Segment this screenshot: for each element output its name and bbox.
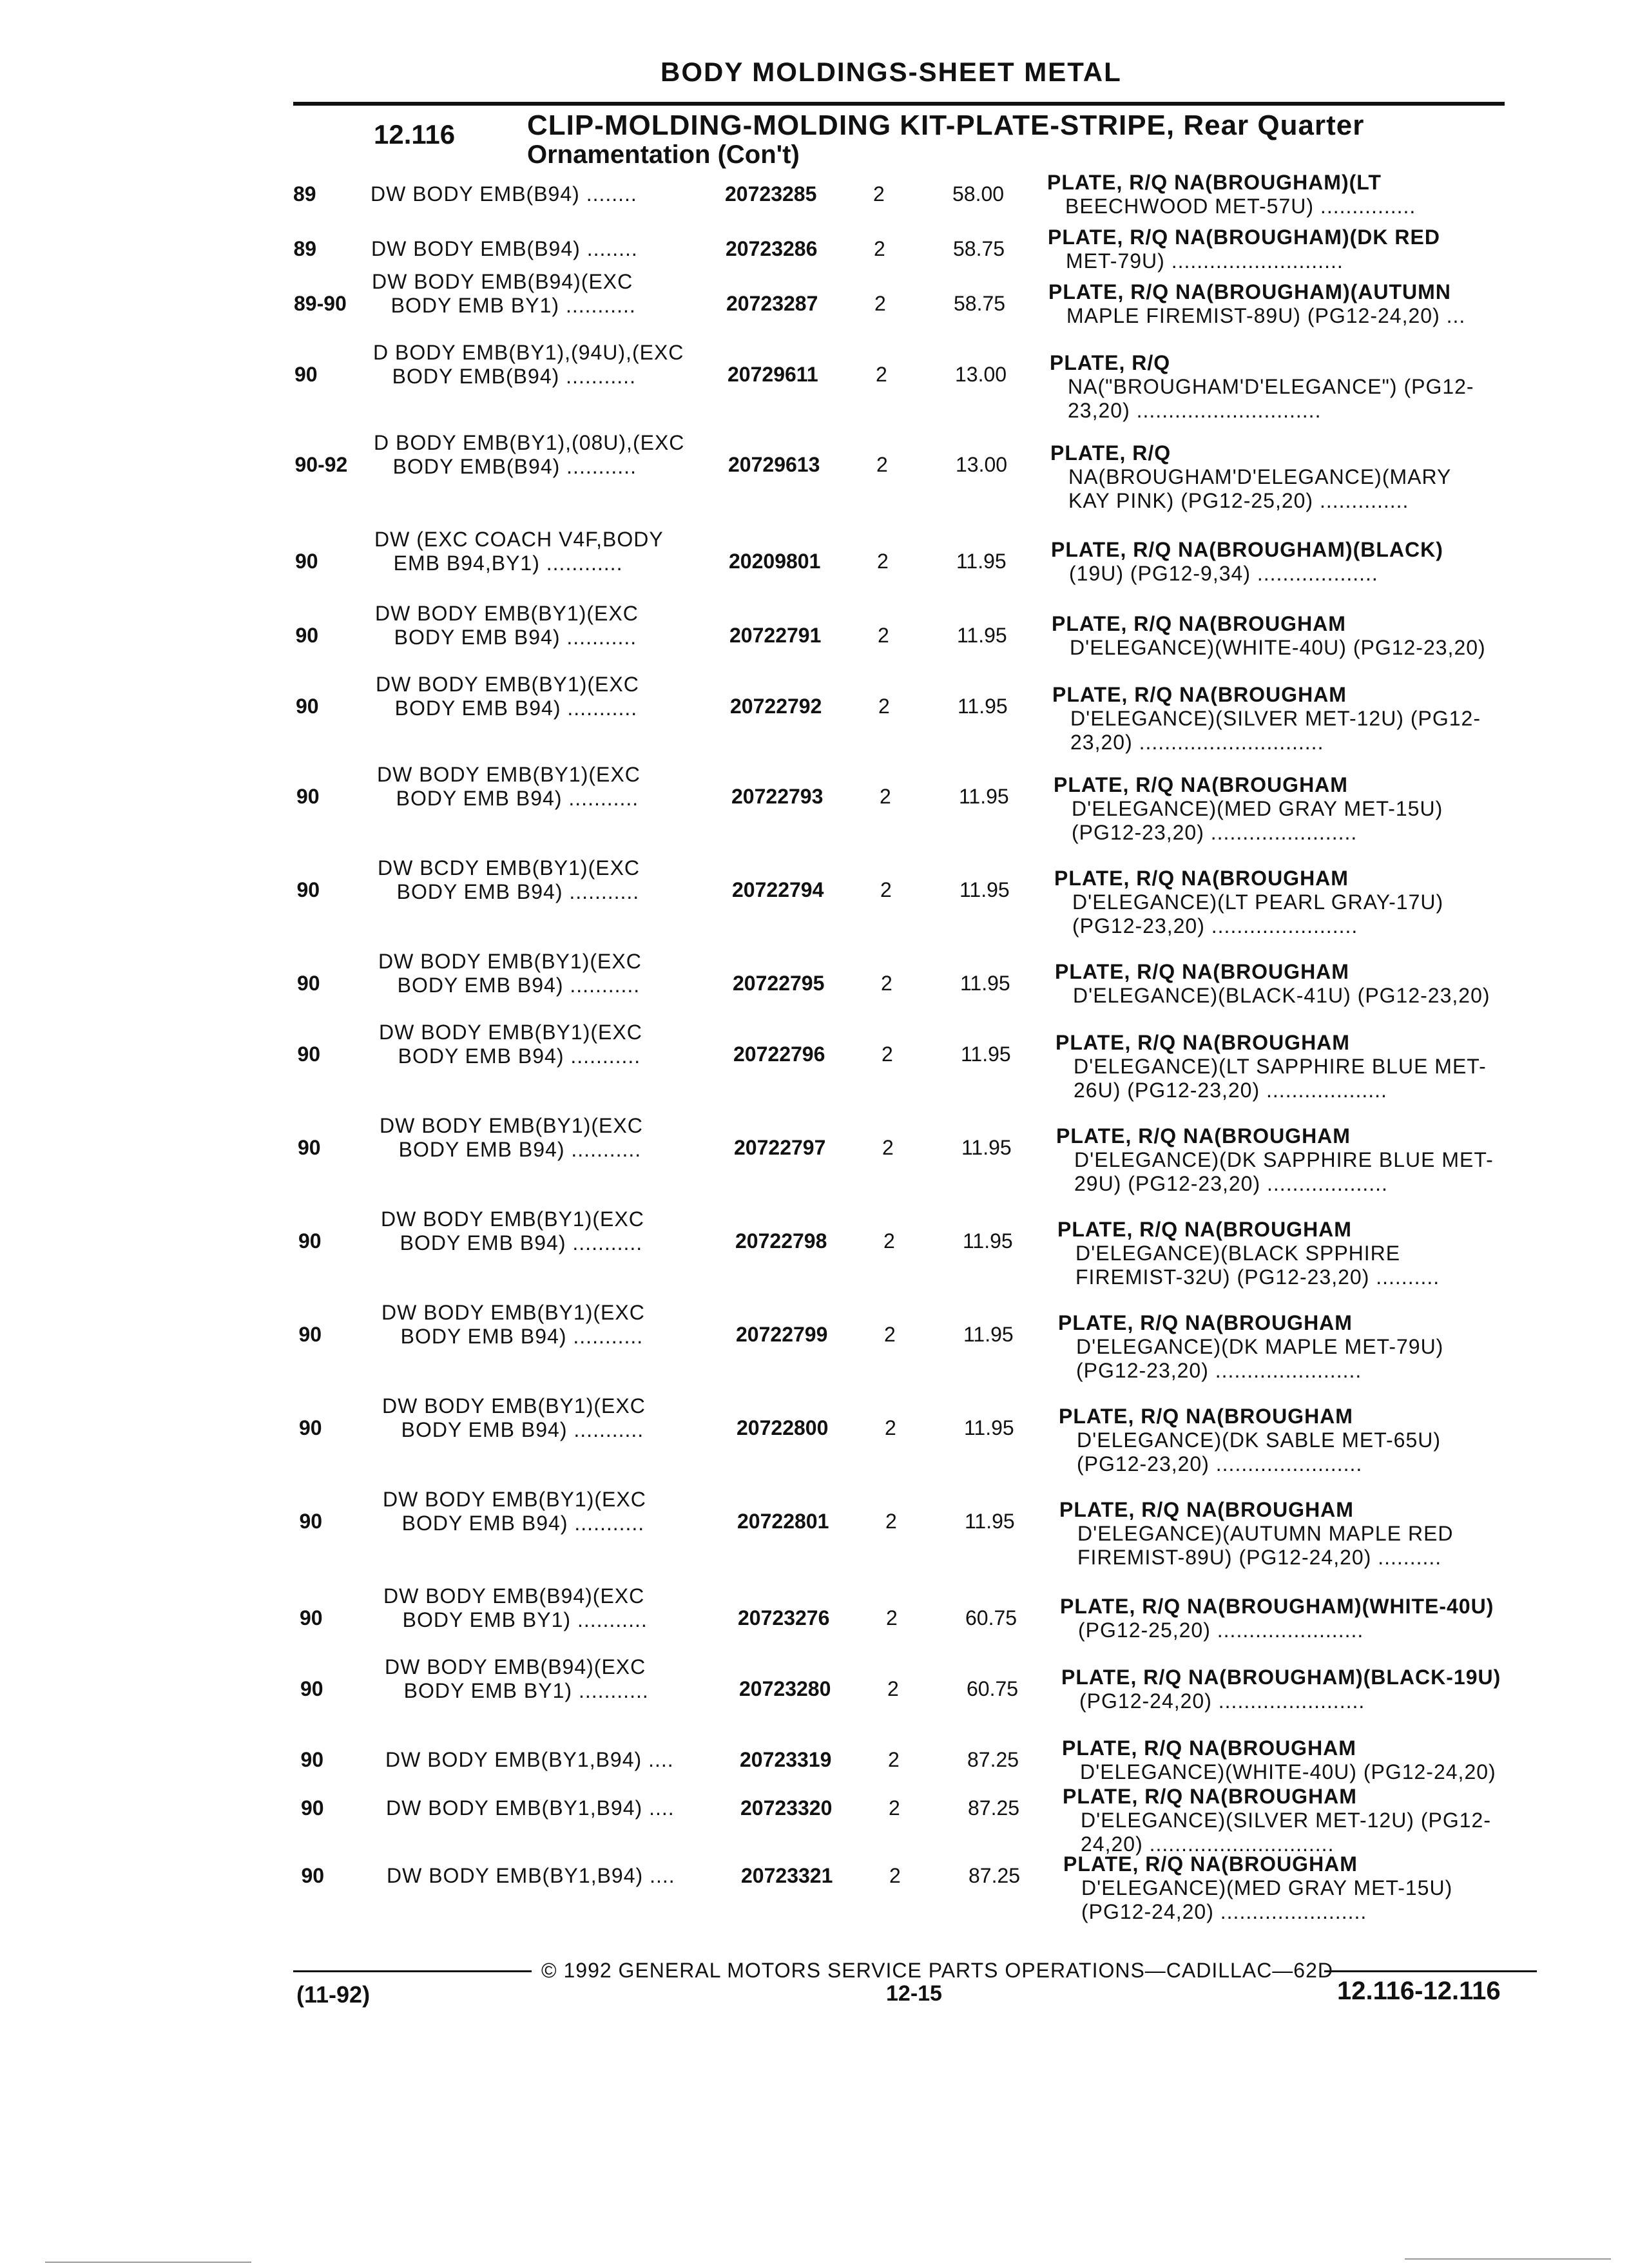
part-number: 20723280 <box>739 1677 831 1700</box>
part-number: 20723287 <box>726 292 818 315</box>
part-description-line: PLATE, R/Q NA(BROUGHAM <box>1052 683 1347 706</box>
footer-rule-left <box>293 1970 532 1972</box>
quantity: 2 <box>877 550 889 573</box>
part-description-line: (PG12-23,20) ....................... <box>1072 914 1358 937</box>
part-description-line: PLATE, R/Q NA(BROUGHAM <box>1063 1852 1358 1876</box>
model-year: 89 <box>293 182 316 206</box>
part-number: 20722792 <box>730 695 822 718</box>
model-year: 90 <box>296 878 320 901</box>
price: 11.95 <box>961 1043 1011 1066</box>
part-description-line: 23,20) ............................. <box>1070 731 1324 754</box>
part-description <box>1059 1405 1441 1476</box>
part-description <box>1054 773 1443 845</box>
part-description-line: 29U) (PG12-23,20) ................... <box>1074 1172 1388 1195</box>
part-description-line: FIREMIST-89U) (PG12-24,20) .......... <box>1077 1546 1442 1569</box>
model-year: 89 <box>293 237 317 260</box>
model-year: 90 <box>298 1136 321 1159</box>
part-description <box>1047 171 1416 218</box>
part-description-line: PLATE, R/Q NA(BROUGHAM <box>1056 1124 1351 1148</box>
part-description <box>1063 1785 1491 1856</box>
usage-line: BODY EMB B94) ........... <box>376 697 638 720</box>
usage-line: DW BODY EMB(BY1)(EXC <box>381 1301 645 1324</box>
model-year: 89-90 <box>294 292 347 315</box>
quantity: 2 <box>888 1748 900 1771</box>
price: 87.25 <box>968 1796 1020 1820</box>
quantity: 2 <box>874 292 886 315</box>
part-description-line: 24,20) ............................. <box>1081 1832 1335 1856</box>
quantity: 2 <box>882 1136 894 1159</box>
part-description-line: (PG12-23,20) ....................... <box>1077 1452 1363 1475</box>
part-description-line: PLATE, R/Q NA(BROUGHAM <box>1058 1311 1353 1334</box>
part-description-line: D'ELEGANCE)(BLACK SPPHIRE <box>1075 1242 1401 1265</box>
usage-line: BODY EMB(B94) ........... <box>374 455 637 478</box>
part-description <box>1052 612 1486 660</box>
copyright-notice: © 1992 GENERAL MOTORS SERVICE PARTS OPERATIONS—CADILLAC—62D <box>541 1959 1333 1982</box>
usage-description <box>383 1584 648 1632</box>
price: 11.95 <box>963 1229 1013 1253</box>
price: 13.00 <box>956 453 1008 476</box>
part-description-line: PLATE, R/Q NA(BROUGHAM <box>1055 1031 1350 1054</box>
usage-description <box>385 1655 649 1703</box>
usage-line: EMB B94,BY1) ............ <box>374 552 623 575</box>
usage-description <box>380 1114 643 1162</box>
model-year: 90 <box>300 1748 324 1771</box>
quantity: 2 <box>873 182 885 206</box>
model-year: 90 <box>299 1510 323 1533</box>
usage-description <box>382 1394 646 1442</box>
usage-line: BODY EMB B94) ........... <box>378 880 640 903</box>
part-description-line: PLATE, R/Q NA(BROUGHAM <box>1059 1498 1354 1521</box>
usage-line: BODY EMB B94) ........... <box>381 1325 644 1348</box>
part-description-line: (19U) (PG12-9,34) ................... <box>1069 562 1378 585</box>
part-description-line: PLATE, R/Q NA(BROUGHAM)(BLACK-19U) <box>1061 1666 1501 1689</box>
part-number: 20722794 <box>732 878 824 901</box>
usage-line: DW BCDY EMB(BY1)(EXC <box>378 856 641 879</box>
part-description-line: D'ELEGANCE)(BLACK-41U) (PG12-23,20) <box>1073 984 1490 1007</box>
part-description-line: D'ELEGANCE)(MED GRAY MET-15U) <box>1072 797 1443 820</box>
usage-description <box>371 182 637 206</box>
price: 11.95 <box>958 695 1008 718</box>
usage-line: BODY EMB B94) ........... <box>377 787 639 810</box>
usage-line: DW BODY EMB(B94) ........ <box>371 237 638 260</box>
part-description-line: PLATE, R/Q NA(BROUGHAM)(WHITE-40U) <box>1060 1595 1494 1618</box>
part-number: 20723285 <box>725 182 817 206</box>
usage-line: DW BODY EMB(BY1)(EXC <box>379 1021 642 1044</box>
quantity: 2 <box>881 972 892 995</box>
part-description-line: D'ELEGANCE)(LT PEARL GRAY-17U) <box>1072 890 1444 914</box>
part-number: 20723320 <box>740 1796 833 1820</box>
price: 13.00 <box>955 363 1007 386</box>
usage-line: BODY EMB B94) ........... <box>383 1512 645 1535</box>
part-number: 20722799 <box>736 1323 828 1346</box>
part-number: 20722801 <box>737 1510 829 1533</box>
model-year: 90 <box>299 1416 322 1439</box>
part-description-line: PLATE, R/Q NA(BROUGHAM <box>1054 867 1349 890</box>
model-year: 90 <box>297 1043 321 1066</box>
part-description <box>1063 1852 1452 1924</box>
part-description-line: D'ELEGANCE)(AUTUMN MAPLE RED <box>1077 1522 1454 1545</box>
usage-line: DW BODY EMB(B94)(EXC <box>383 1584 645 1608</box>
part-description-line: PLATE, R/Q NA(BROUGHAM <box>1057 1218 1352 1241</box>
group-subtitle: Ornamentation (Con't) <box>527 140 800 169</box>
price: 11.95 <box>965 1510 1015 1533</box>
quantity: 2 <box>874 237 885 260</box>
usage-description <box>374 528 664 575</box>
usage-line: BODY EMB BY1) ........... <box>372 294 636 317</box>
usage-line: DW BODY EMB(BY1,B94) .... <box>385 1748 674 1771</box>
usage-description <box>387 1864 675 1888</box>
part-description-line: PLATE, R/Q NA(BROUGHAM)(LT <box>1047 171 1382 194</box>
model-year: 90 <box>294 363 318 386</box>
usage-description <box>377 763 641 811</box>
model-year: 90 <box>296 695 319 718</box>
usage-description <box>375 602 639 649</box>
page-number: 12-15 <box>886 1981 942 2006</box>
part-description-line: D'ELEGANCE)(SILVER MET-12U) (PG12- <box>1081 1809 1491 1832</box>
part-description <box>1048 226 1440 273</box>
footer-range: 12.116-12.116 <box>1337 1977 1501 2005</box>
model-year: 90 <box>301 1864 325 1887</box>
model-year: 90 <box>295 550 318 573</box>
model-year: 90 <box>298 1323 322 1346</box>
usage-description <box>378 950 642 997</box>
usage-description <box>372 270 636 318</box>
part-description-line: NA(BROUGHAM'D'ELEGANCE)(MARY <box>1068 465 1452 488</box>
usage-line: BODY EMB B94) ........... <box>380 1138 642 1161</box>
model-year: 90 <box>298 1229 322 1253</box>
price: 58.75 <box>954 292 1006 315</box>
usage-line: DW BODY EMB(B94)(EXC <box>385 1655 646 1678</box>
part-description-line: PLATE, R/Q NA(BROUGHAM)(BLACK) <box>1051 538 1443 561</box>
usage-line: DW BODY EMB(BY1)(EXC <box>378 950 642 973</box>
usage-description <box>385 1748 674 1772</box>
quantity: 2 <box>878 695 890 718</box>
group-number: 12.116 <box>374 119 456 149</box>
quantity: 2 <box>889 1796 900 1820</box>
footer-rule-right <box>1324 1970 1537 1972</box>
price: 58.00 <box>952 182 1005 206</box>
part-description <box>1051 538 1443 586</box>
part-description <box>1054 867 1443 938</box>
quantity: 2 <box>884 1323 896 1346</box>
usage-description <box>381 1301 645 1349</box>
price: 11.95 <box>959 785 1009 808</box>
usage-line: DW BODY EMB(BY1)(EXC <box>376 673 639 696</box>
quantity: 2 <box>885 1416 896 1439</box>
part-number: 20722795 <box>733 972 825 995</box>
quantity: 2 <box>876 453 888 476</box>
part-number: 20209801 <box>729 550 821 573</box>
part-description-line: PLATE, R/Q NA(BROUGHAM <box>1054 773 1348 796</box>
part-description-line: PLATE, R/Q NA(BROUGHAM)(AUTUMN <box>1048 280 1451 303</box>
usage-line: BODY EMB B94) ........... <box>382 1418 644 1441</box>
part-description <box>1061 1666 1501 1713</box>
usage-line: BODY EMB B94) ........... <box>379 1044 641 1068</box>
usage-description <box>371 237 638 261</box>
model-year: 90-92 <box>294 453 348 476</box>
part-description-line: PLATE, R/Q <box>1050 351 1171 374</box>
usage-line: DW BODY EMB(BY1,B94) .... <box>386 1796 675 1820</box>
part-description-line: PLATE, R/Q <box>1050 441 1171 465</box>
part-description-line: FIREMIST-32U) (PG12-23,20) .......... <box>1075 1265 1440 1289</box>
part-description-line: PLATE, R/Q NA(BROUGHAM <box>1062 1736 1356 1760</box>
usage-line: D BODY EMB(BY1),(08U),(EXC <box>374 431 685 454</box>
quantity: 2 <box>882 1043 893 1066</box>
usage-description <box>379 1021 642 1068</box>
group-title: CLIP-MOLDING-MOLDING KIT-PLATE-STRIPE, Rear Quarter <box>527 110 1365 141</box>
part-description <box>1060 1595 1494 1642</box>
quantity: 2 <box>885 1510 897 1533</box>
part-description-line: MET-79U) ........................... <box>1066 249 1344 273</box>
part-description <box>1055 1031 1487 1102</box>
usage-line: DW BODY EMB(B94) ........ <box>371 182 637 206</box>
quantity: 2 <box>887 1677 899 1700</box>
part-description <box>1048 280 1465 328</box>
model-year: 90 <box>295 624 319 647</box>
usage-line: DW (EXC COACH V4F,BODY <box>374 528 664 551</box>
price: 11.95 <box>959 878 1010 901</box>
usage-description <box>381 1207 644 1255</box>
usage-description <box>373 341 684 389</box>
part-description-line: (PG12-23,20) ....................... <box>1076 1359 1362 1382</box>
part-number: 20722800 <box>737 1416 829 1439</box>
usage-line: DW BODY EMB(BY1)(EXC <box>383 1488 646 1511</box>
part-description-line: KAY PINK) (PG12-25,20) .............. <box>1068 489 1409 512</box>
part-description <box>1058 1311 1443 1383</box>
usage-description <box>374 431 684 479</box>
part-description <box>1055 960 1490 1008</box>
part-description-line: (PG12-23,20) ....................... <box>1072 821 1358 844</box>
part-number: 20722798 <box>735 1229 827 1253</box>
part-description-line: (PG12-24,20) ....................... <box>1079 1689 1365 1713</box>
usage-line: BODY EMB(B94) ........... <box>373 365 636 388</box>
part-description-line: D'ELEGANCE)(DK SAPPHIRE BLUE MET- <box>1074 1148 1494 1171</box>
usage-line: BODY EMB B94) ........... <box>375 626 637 649</box>
section-heading: BODY MOLDINGS-SHEET METAL <box>660 57 1122 87</box>
model-year: 90 <box>300 1677 323 1700</box>
model-year: 90 <box>296 785 320 808</box>
quantity: 2 <box>889 1864 901 1887</box>
quantity: 2 <box>880 785 891 808</box>
part-description-line: 23,20) ............................. <box>1068 399 1322 422</box>
scan-artifact-left <box>45 2262 251 2263</box>
part-description-line: (PG12-25,20) ....................... <box>1078 1619 1364 1642</box>
scan-artifact-right <box>1405 2258 1611 2260</box>
price: 87.25 <box>967 1748 1019 1771</box>
price: 11.95 <box>957 624 1007 647</box>
part-description-line: NA("BROUGHAM'D'ELEGANCE") (PG12- <box>1068 375 1474 398</box>
part-number: 20723319 <box>740 1748 832 1771</box>
usage-line: DW BODY EMB(BY1)(EXC <box>382 1394 646 1418</box>
quantity: 2 <box>878 624 889 647</box>
part-number: 20722796 <box>733 1043 825 1066</box>
usage-line: DW BODY EMB(BY1)(EXC <box>375 602 639 625</box>
part-description <box>1062 1736 1496 1784</box>
usage-description <box>386 1796 675 1820</box>
usage-line: BODY EMB B94) ........... <box>378 974 641 997</box>
part-description-line: PLATE, R/Q NA(BROUGHAM <box>1063 1785 1357 1808</box>
usage-description <box>383 1488 646 1535</box>
part-description-line: 26U) (PG12-23,20) ................... <box>1074 1079 1387 1102</box>
part-number: 20722791 <box>729 624 822 647</box>
part-description-line: D'ELEGANCE)(MED GRAY MET-15U) <box>1081 1876 1453 1899</box>
part-description-line: D'ELEGANCE)(DK SABLE MET-65U) <box>1077 1428 1441 1452</box>
part-description <box>1056 1124 1494 1196</box>
price: 11.95 <box>961 1136 1012 1159</box>
part-description-line: D'ELEGANCE)(WHITE-40U) (PG12-23,20) <box>1070 636 1486 659</box>
part-number: 20723276 <box>738 1606 830 1629</box>
part-description-line: D'ELEGANCE)(LT SAPPHIRE BLUE MET- <box>1074 1055 1487 1078</box>
usage-line: DW BODY EMB(B94)(EXC <box>372 270 633 293</box>
part-description-line: (PG12-24,20) ....................... <box>1081 1900 1367 1923</box>
usage-line: BODY EMB BY1) ........... <box>385 1679 649 1702</box>
usage-line: DW BODY EMB(BY1)(EXC <box>380 1114 643 1137</box>
price: 11.95 <box>963 1323 1014 1346</box>
part-description <box>1052 683 1481 754</box>
price: 60.75 <box>965 1606 1017 1629</box>
price: 11.95 <box>964 1416 1014 1439</box>
usage-line: DW BODY EMB(BY1)(EXC <box>377 763 641 786</box>
footer-date: (11-92) <box>296 1981 371 2008</box>
usage-description <box>378 856 640 904</box>
part-description-line: MAPLE FIREMIST-89U) (PG12-24,20) ... <box>1066 304 1466 327</box>
part-description-line: D'ELEGANCE)(WHITE-40U) (PG12-24,20) <box>1080 1760 1496 1783</box>
part-number: 20723321 <box>741 1864 833 1887</box>
quantity: 2 <box>886 1606 898 1629</box>
part-number: 20729613 <box>728 453 820 476</box>
part-description-line: PLATE, R/Q NA(BROUGHAM <box>1059 1405 1353 1428</box>
usage-description <box>376 673 639 720</box>
price: 11.95 <box>956 550 1007 573</box>
usage-line: BODY EMB BY1) ........... <box>383 1608 648 1631</box>
part-description-line: D'ELEGANCE)(SILVER MET-12U) (PG12- <box>1070 707 1481 730</box>
price: 60.75 <box>967 1677 1019 1700</box>
model-year: 90 <box>301 1796 324 1820</box>
part-description-line: BEECHWOOD MET-57U) ............... <box>1065 195 1416 218</box>
model-year: 90 <box>300 1606 323 1629</box>
price: 11.95 <box>960 972 1010 995</box>
usage-line: DW BODY EMB(BY1,B94) .... <box>387 1864 675 1887</box>
part-description <box>1050 441 1451 513</box>
model-year: 90 <box>297 972 320 995</box>
part-description-line: D'ELEGANCE)(DK MAPLE MET-79U) <box>1076 1335 1444 1358</box>
part-number: 20723286 <box>726 237 818 260</box>
part-number: 20729611 <box>728 363 818 386</box>
quantity: 2 <box>876 363 887 386</box>
usage-line: DW BODY EMB(BY1)(EXC <box>381 1207 644 1231</box>
part-number: 20722797 <box>734 1136 826 1159</box>
part-description <box>1050 351 1474 423</box>
part-description-line: PLATE, R/Q NA(BROUGHAM <box>1055 960 1349 983</box>
part-description <box>1057 1218 1440 1289</box>
header-rule <box>293 102 1505 106</box>
price: 58.75 <box>953 237 1005 260</box>
usage-line: D BODY EMB(BY1),(94U),(EXC <box>373 341 684 364</box>
price: 87.25 <box>969 1864 1021 1887</box>
part-description <box>1059 1498 1454 1570</box>
part-number: 20722793 <box>731 785 824 808</box>
part-description-line: PLATE, R/Q NA(BROUGHAM <box>1052 612 1346 635</box>
usage-line: BODY EMB B94) ........... <box>381 1231 643 1254</box>
quantity: 2 <box>880 878 892 901</box>
part-description-line: PLATE, R/Q NA(BROUGHAM)(DK RED <box>1048 226 1440 249</box>
quantity: 2 <box>883 1229 895 1253</box>
